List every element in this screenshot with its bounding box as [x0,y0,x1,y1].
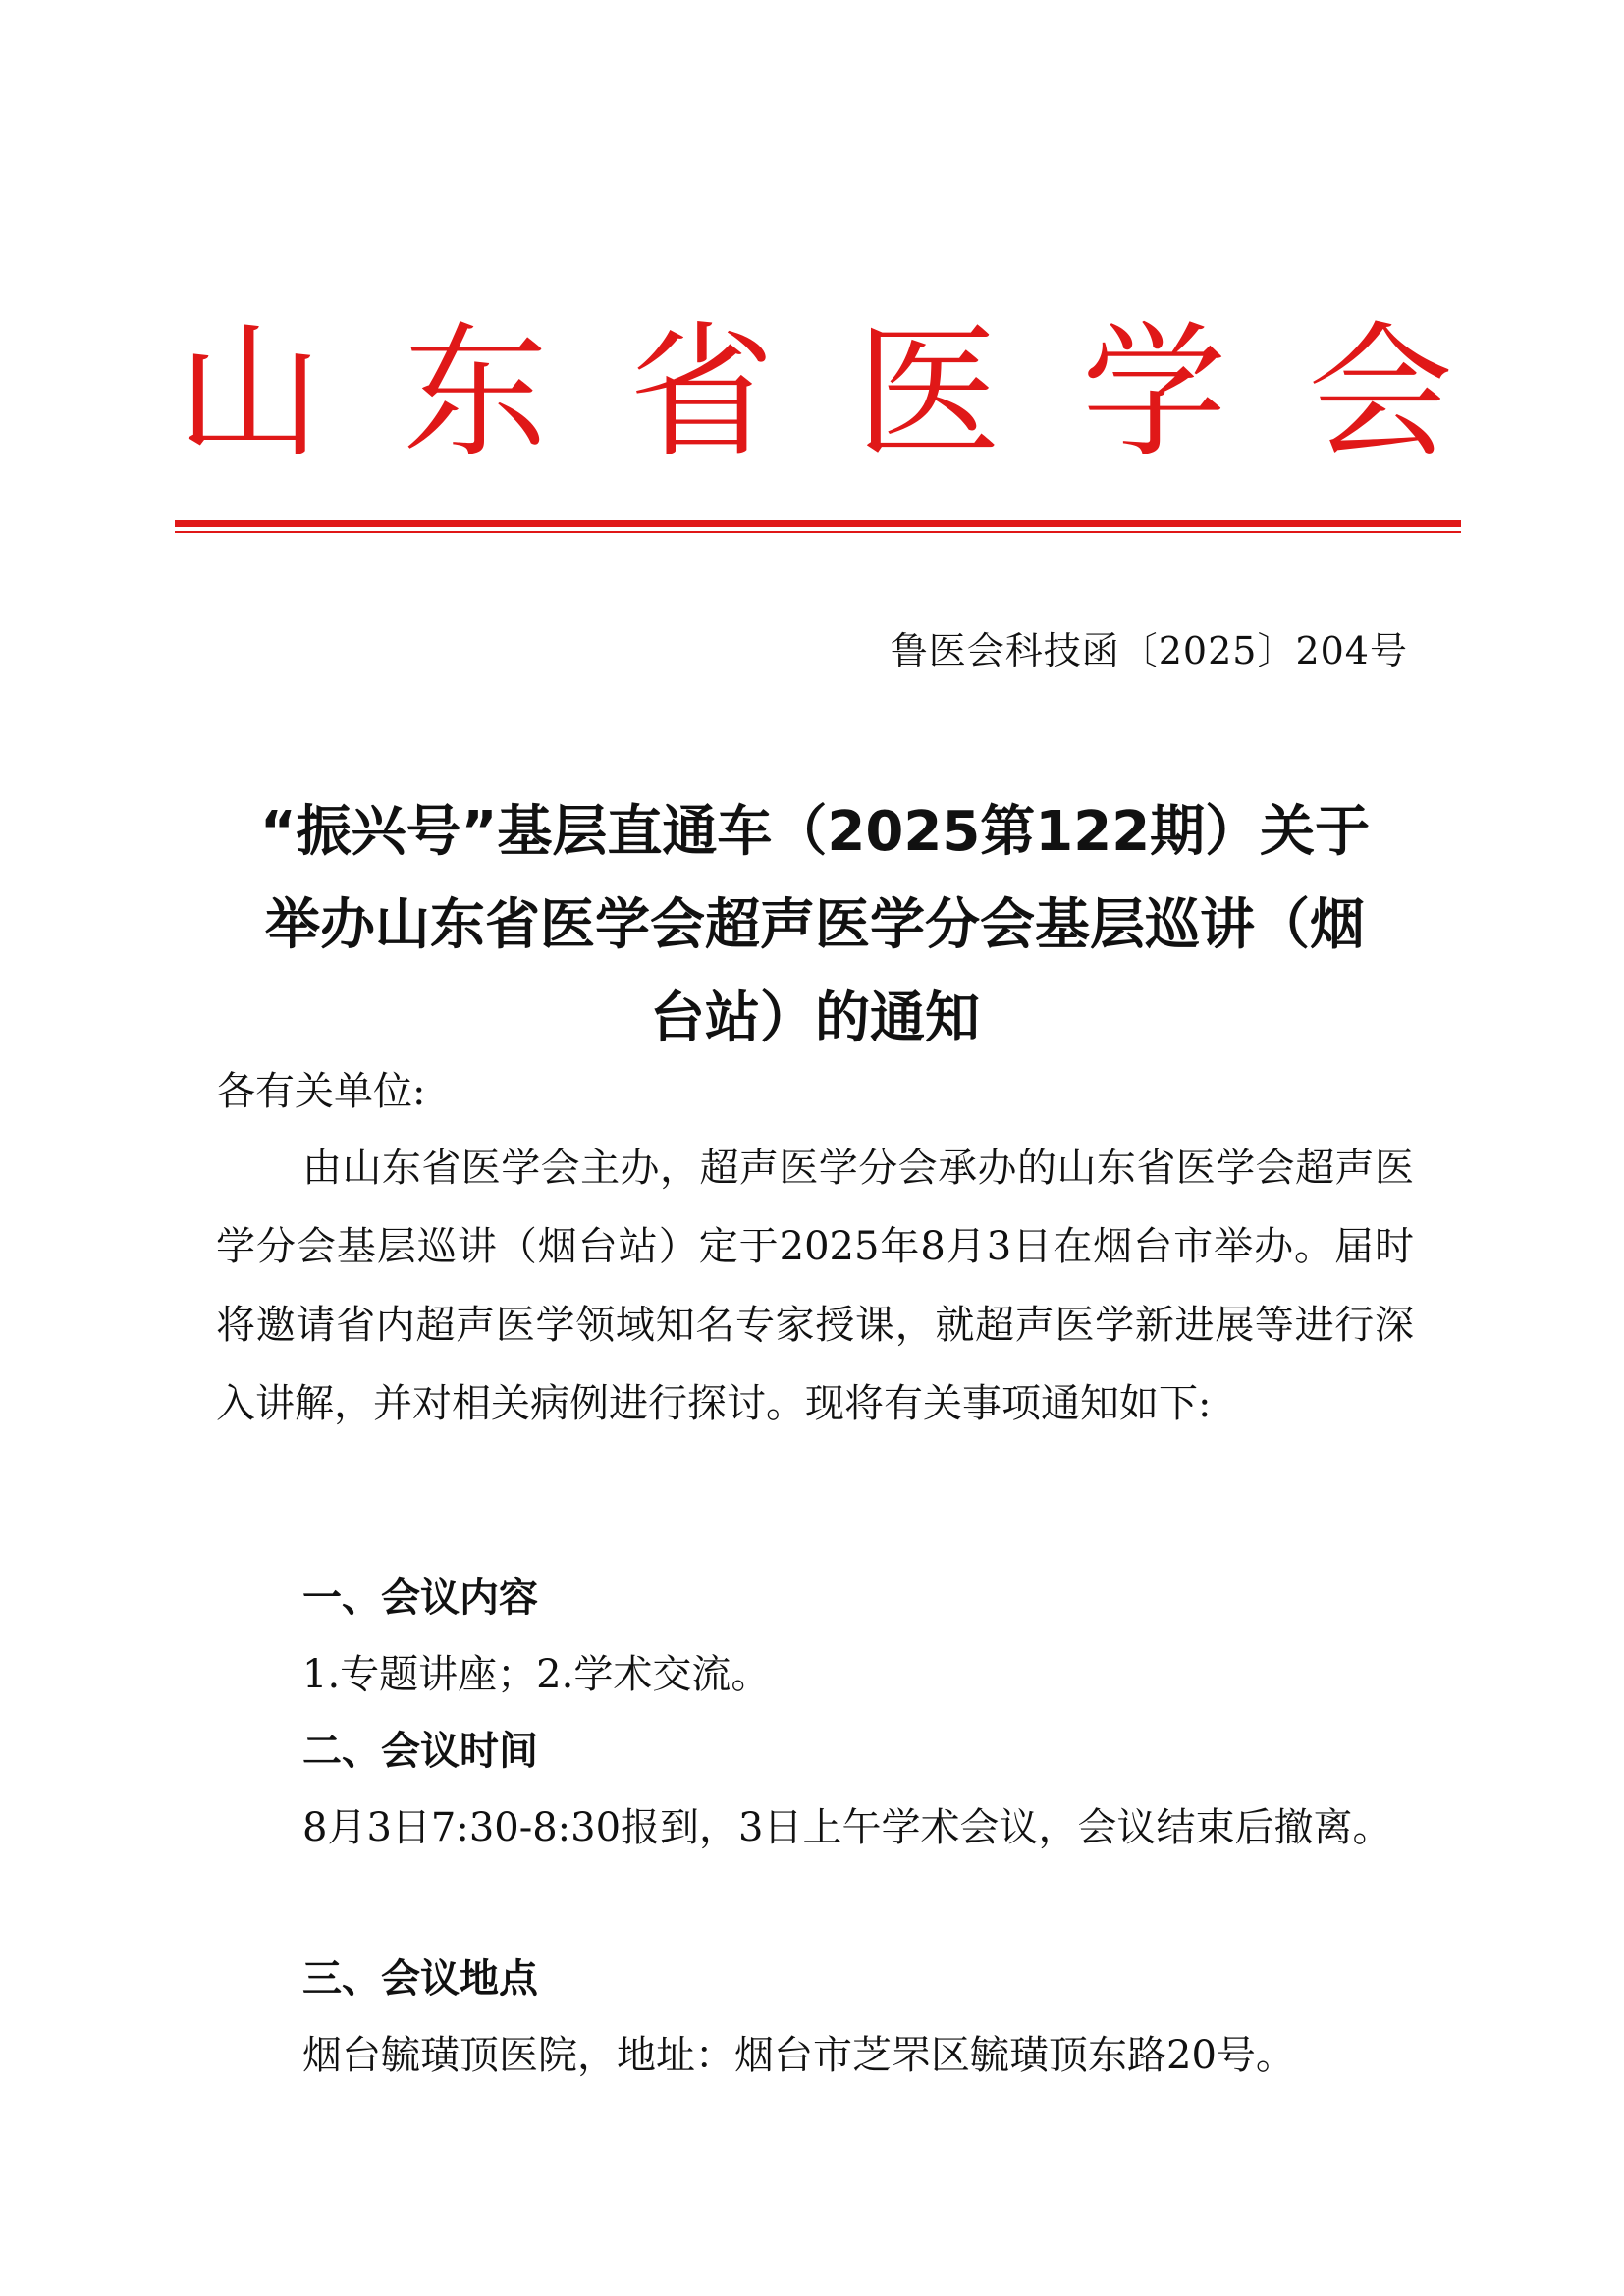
section-body-content: 1.专题讲座；2.学术交流。 [302,1652,771,1697]
org-name-char: 东 [403,308,549,477]
document-title [211,785,1419,1065]
intro-paragraph: 由山东省医学会主办，超声医学分会承办的山东省医学会超声医学分会基层巡讲（烟台站）定于2025年8月3日在烟台市举办。届时将邀请省内超声医学领域知名专家授课，就超声医学新进展等进行深入讲解，并对相关病例进行探讨。现将有关事项通知如下: [216,1146,1414,1426]
org-name-char: 医 [855,308,1001,477]
section-heading-location: 三、会议地点 [302,1956,538,2002]
header-divider-thick [175,520,1461,527]
section-heading-time: 二、会议时间 [302,1729,538,1774]
org-name-char: 会 [1307,308,1453,477]
header-divider-thin [175,531,1461,533]
document-number: 鲁医会科技函〔2025〕204号 [890,629,1408,672]
org-header [177,294,1453,491]
title-line: “振兴号”基层直通车（2025第122期）关于 [259,800,1371,864]
section-body-time: 8月3日7:30-8:30报到，3日上午学术会议，会议结束后撤离。 [302,1805,1392,1850]
section-heading-content: 一、会议内容 [302,1575,538,1621]
title-line: 举办山东省医学会超声医学分会基层巡讲（烟 [265,893,1365,957]
org-name-char: 学 [1081,308,1227,477]
section-body-location: 烟台毓璜顶医院，地址：烟台市芝罘区毓璜顶东路20号。 [302,2033,1295,2078]
title-line: 台站）的通知 [650,987,980,1050]
salutation: 各有关单位: [216,1069,426,1114]
org-name-char: 省 [628,308,775,477]
org-name-char: 山 [177,308,322,477]
